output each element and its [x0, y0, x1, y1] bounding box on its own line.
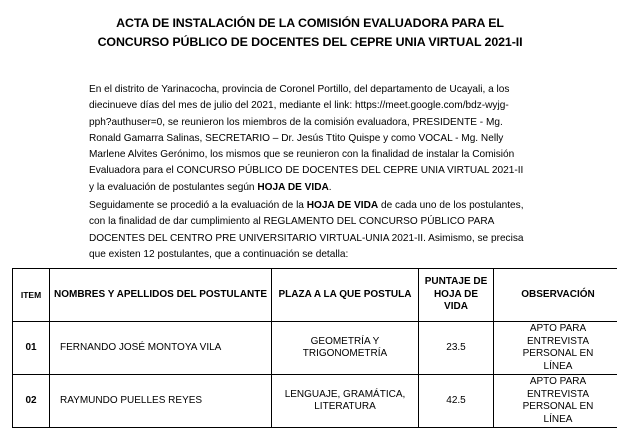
- title-line-1: ACTA DE INSTALACIÓN DE LA COMISIÓN EVALUADORA PARA EL: [60, 14, 560, 33]
- row-puntaje: 42.5: [419, 375, 494, 428]
- header-puntaje: PUNTAJE DE HOJA DE VIDA: [419, 269, 494, 322]
- paragraph-line: [89, 180, 529, 196]
- paragraph-line: que existen 12 postulantes, que a continuación se detalla:: [89, 247, 529, 263]
- obs-line: PERSONAL EN: [497, 348, 617, 361]
- text-span: de cada uno de los postulantes,: [378, 200, 523, 211]
- bold-term: HOJA DE VIDA: [307, 200, 378, 211]
- paragraph-line: pph?authuser=0, se reunieron los miembros de la comisión evaluadora, PRESIDENTE - Mg.: [89, 115, 529, 131]
- header-name: NOMBRES Y APELLIDOS DEL POSTULANTE: [50, 269, 272, 322]
- obs-line: PERSONAL EN: [497, 401, 617, 414]
- paragraph-line: con la finalidad de dar cumplimiento al REGLAMENTO DEL CONCURSO PÚBLICO PARA: [89, 214, 529, 230]
- row-plaza: [272, 322, 419, 375]
- header-item: ITEM: [13, 269, 50, 322]
- paragraph-line: DOCENTES DEL CENTRO PRE UNIVERSITARIO VIRTUAL-UNIA 2021-II. Asimismo, se precisa: [89, 231, 529, 247]
- bold-term: HOJA DE VIDA: [257, 182, 328, 193]
- row-name: RAYMUNDO PUELLES REYES: [50, 375, 272, 428]
- table-row: [13, 322, 617, 375]
- row-puntaje: 23.5: [419, 322, 494, 375]
- plaza-line: LITERATURA: [275, 401, 415, 414]
- text-span: Seguidamente se procedió a la evaluación de la: [89, 200, 307, 211]
- text-span: .: [329, 182, 332, 193]
- paragraph-line: [89, 198, 529, 214]
- applicants-table: [12, 268, 617, 428]
- paragraph-line: Marlene Alvites Gerónimo, los mismos que se reunieron con la finalidad de instalar la Comisión: [89, 147, 529, 163]
- table-header-row: [13, 269, 617, 322]
- obs-line: APTO PARA: [497, 323, 617, 336]
- paragraph-line: Ronald Gamarra Salinas, SECRETARIO – Dr. Jesús Ttito Quispe y como VOCAL - Mg. Nelly: [89, 131, 529, 147]
- evaluation-paragraph: [89, 198, 529, 263]
- obs-line: LÍNEA: [497, 361, 617, 374]
- paragraph-line: diecinueve días del mes de julio del 2021, mediante el link: https://meet.google.com/bdz-wyjg-: [89, 98, 529, 114]
- text-span: y la evaluación de postulantes según: [89, 182, 257, 193]
- document-title: [60, 14, 560, 52]
- obs-line: ENTREVISTA: [497, 389, 617, 402]
- obs-line: LÍNEA: [497, 414, 617, 427]
- row-observacion: [494, 322, 617, 375]
- intro-paragraph: [89, 82, 529, 196]
- row-item: 01: [13, 322, 50, 375]
- row-name: FERNANDO JOSÉ MONTOYA VILA: [50, 322, 272, 375]
- header-observacion: OBSERVACIÓN: [494, 269, 617, 322]
- title-line-2: CONCURSO PÚBLICO DE DOCENTES DEL CEPRE UNIA VIRTUAL 2021-II: [60, 33, 560, 52]
- paragraph-line: Evaluadora para el CONCURSO PÚBLICO DE DOCENTES DEL CEPRE UNIA VIRTUAL 2021-II: [89, 163, 529, 179]
- header-plaza: PLAZA A LA QUE POSTULA: [272, 269, 419, 322]
- plaza-line: LENGUAJE, GRAMÁTICA,: [275, 389, 415, 402]
- paragraph-line: En el distrito de Yarinacocha, provincia de Coronel Portillo, del departamento de Ucayali, a los: [89, 82, 529, 98]
- obs-line: APTO PARA: [497, 376, 617, 389]
- obs-line: ENTREVISTA: [497, 336, 617, 349]
- plaza-line: TRIGONOMETRÍA: [275, 348, 415, 361]
- plaza-line: GEOMETRÍA Y: [275, 336, 415, 349]
- row-item: 02: [13, 375, 50, 428]
